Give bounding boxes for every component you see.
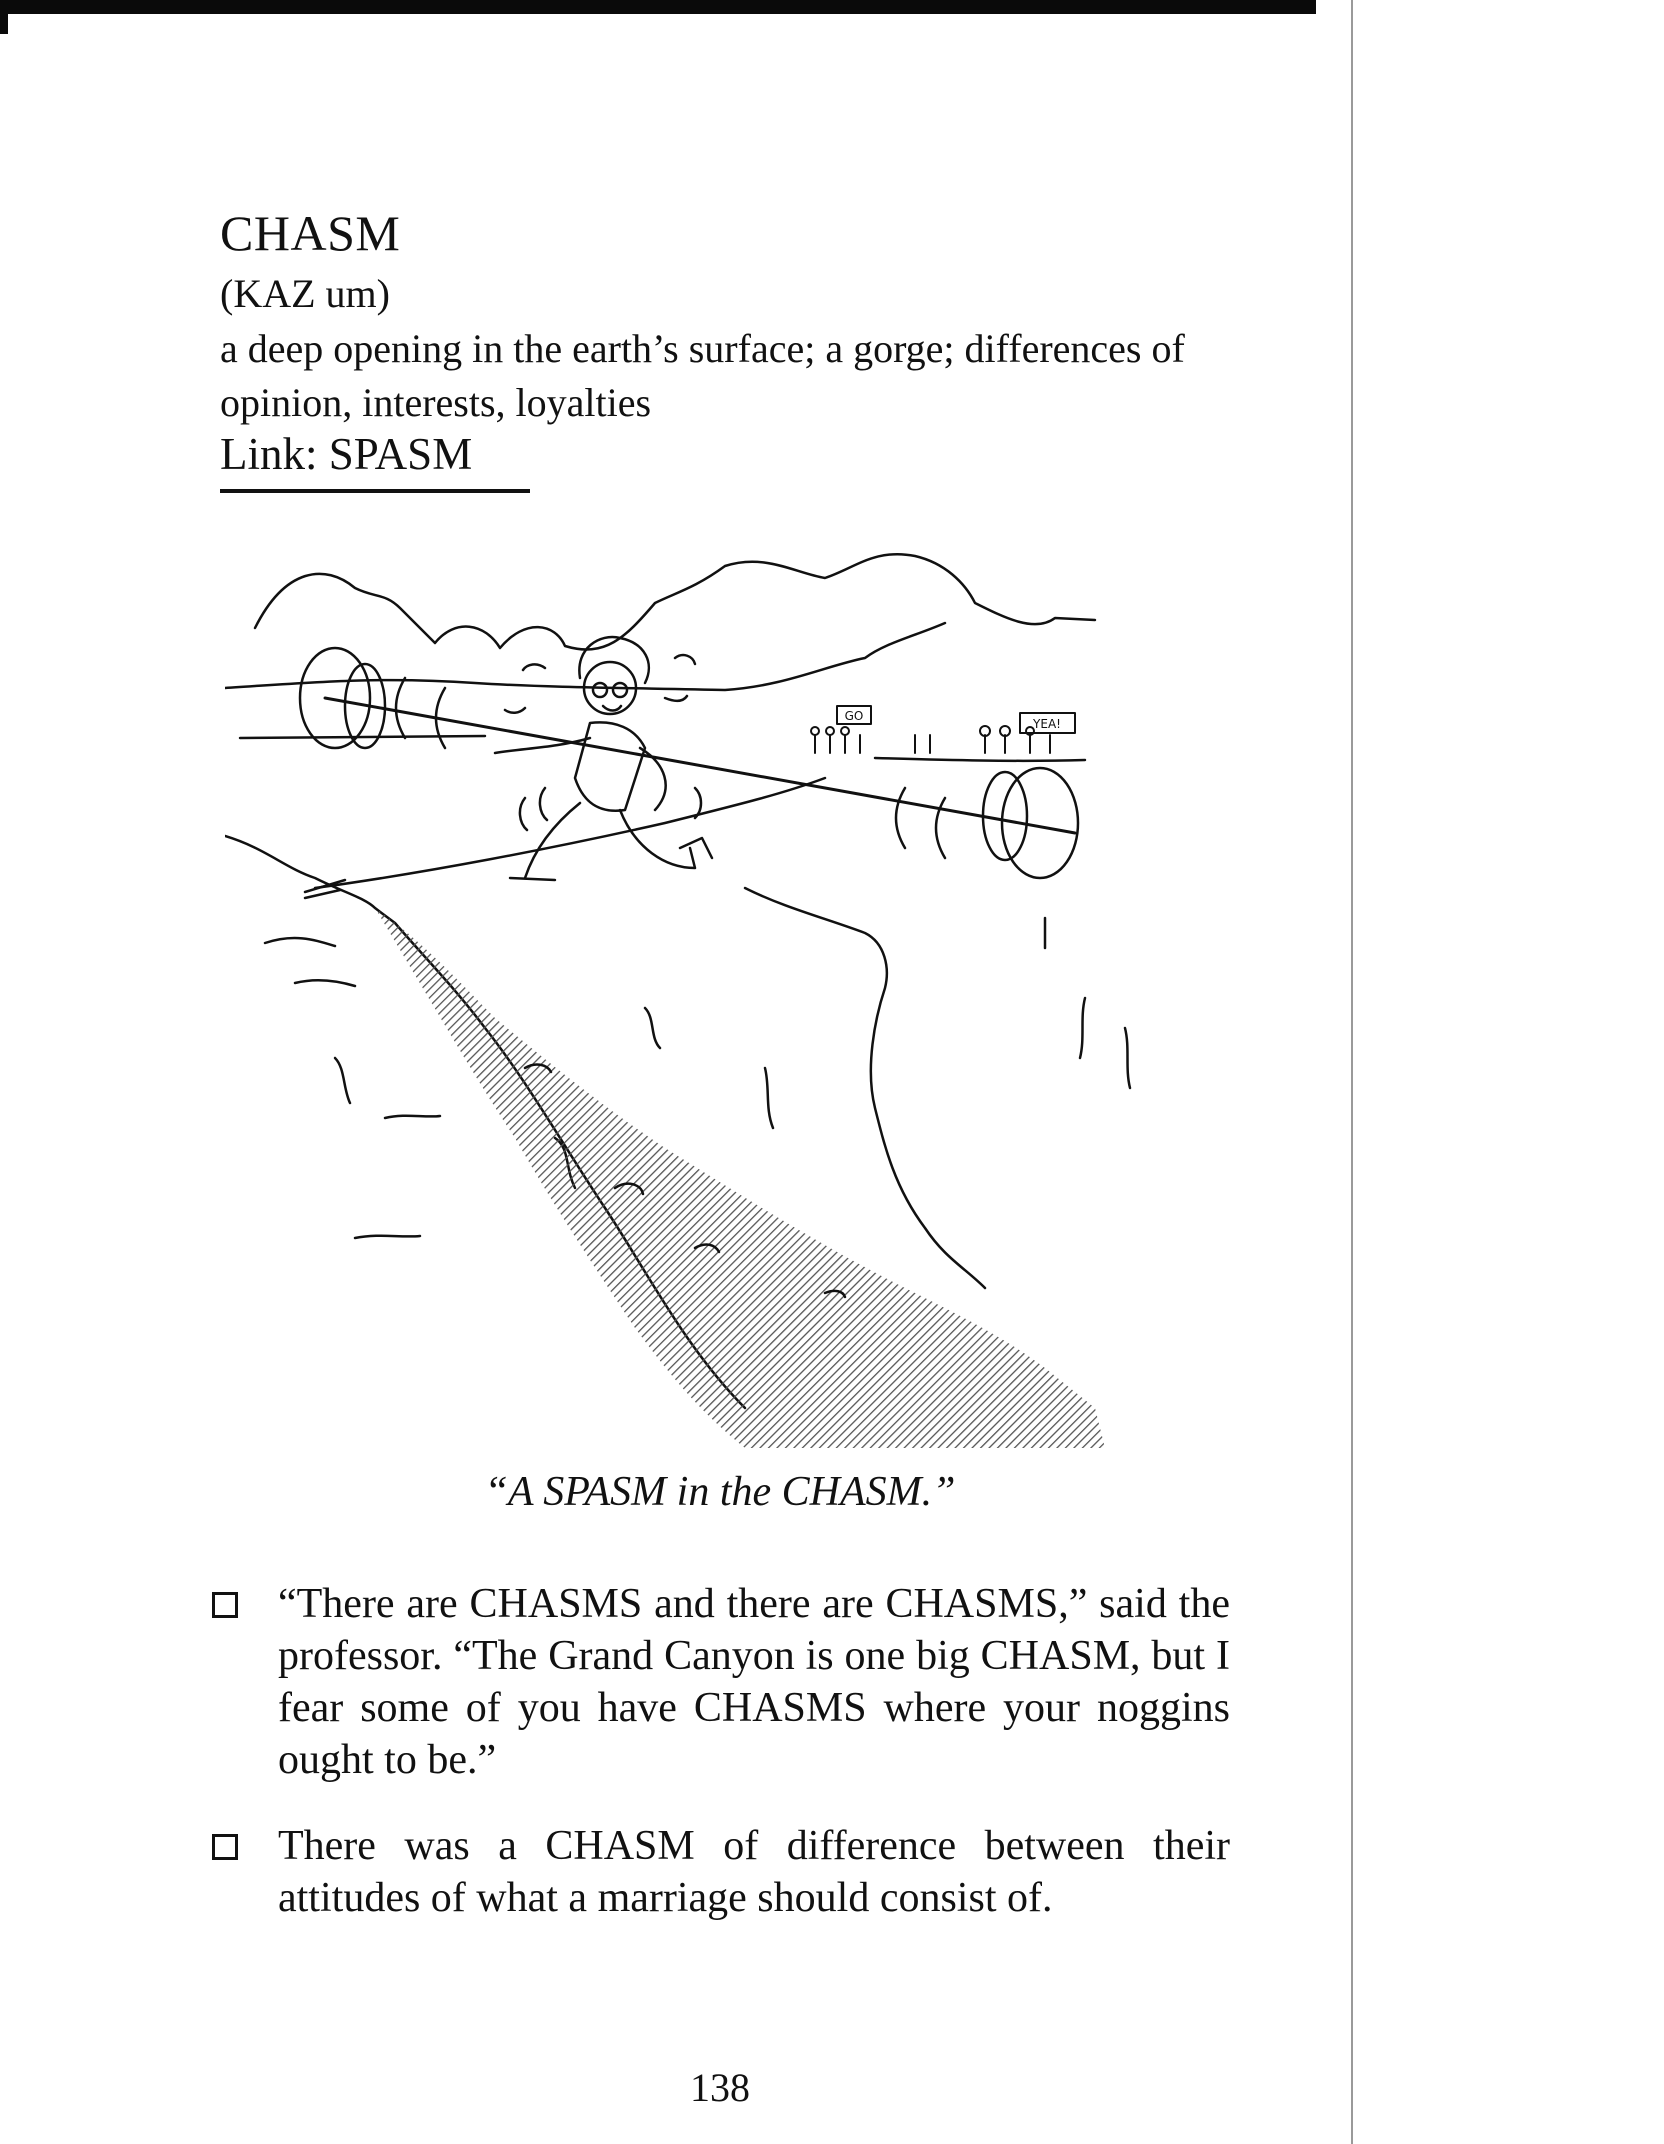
top-border-tick [0,14,8,34]
pronunciation: (KAZ um) [220,271,390,316]
caption: “A SPASM in the CHASM.” [484,1469,956,1515]
checkbox-icon [212,1834,238,1860]
sign-go-text: GO [844,709,864,723]
sign-yea-text: YEA! [1033,717,1061,731]
cartoon-illustration [225,548,1230,1448]
tightrope [315,778,825,888]
example-list [210,1578,1230,1958]
link-word: Link: SPASM [220,429,473,479]
page-edge-rule [1351,0,1353,2144]
mountains [255,554,1095,649]
top-border [0,0,1316,14]
page-number: 138 [690,2065,750,2110]
headword: CHASM [220,205,401,261]
example-item [210,1578,1230,1786]
tightrope-walker [495,637,712,880]
example-text: “There are CHASMS and there are CHASMS,” said the professor. “The Grand Canyon is one big CHASM, but I fear some of you have CHASMS where your noggins ought to be.” [278,1581,1230,1783]
link-underline [220,489,530,493]
canyon-floor [375,908,1105,1448]
definition: a deep opening in the earth’s surface; a gorge; differences of opinion, interests, loyalties [220,326,1185,425]
checkbox-icon [212,1592,238,1618]
example-text: There was a CHASM of difference between their attitudes of what a marriage should consist of. [278,1823,1230,1921]
example-item [210,1820,1230,1924]
